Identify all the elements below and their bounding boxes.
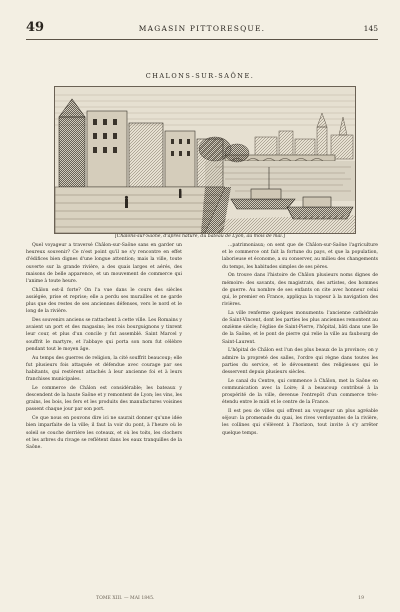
paragraph: On trouve dans l'histoire de Châlon plusieurs noms dignes de mémoire: des savants, des magistrats, des artistes, des hommes de guerre. Au nombre de ses enfants on cite avec honneur celui qui, le premier en France, appliqua la vapeur à la navigation des rivières. [222,273,378,308]
text-column-left [26,242,182,592]
paragraph: Le canal du Centre, qui commence à Châlon, met la Saône en communication avec la Loire; il a beaucoup contribué à la prospérité de la ville, devenue l'entrepôt d'un commerce très-étendu entre le midi et le centre de la France. [222,378,378,406]
paragraph: Quel voyageur a traversé Châlon-sur-Saône sans en garder un heureux souvenir? Ce n'est point qu'il ne s'y rencontre en effet d'édifices bien dignes d'une longue attention; mais la ville, toute ouverte sur la grande rivière, a des quais larges et aérés, des maisons de belle apparence, et un mouvement de commerce qui l'anime à toute heure. [26,243,182,285]
paragraph: ...patrimoniaux; on sent que de Châlon-sur-Saône l'agriculture et le commerce ont fait la fortune du pays, et que la population, laborieuse et économe, a su conserver, au milieu des changements du temps, les habitudes simples de ses pères. [222,243,378,270]
folio-number: 145 [363,24,378,33]
text-column-right [222,242,378,592]
paragraph: Des souvenirs anciens se rattachent à cette ville. Les Romains y avaient un port et des magasins; les rois bourguignons y tinrent leur cour, et plus d'un concile y fut assemblé. Saint Marcel y souffrit le martyre, et l'abbaye qui porta son nom fut célèbre pendant tout le moyen âge. [26,318,182,352]
paragraph: Au temps des guerres de religion, la cité souffrit beaucoup; elle fut plusieurs fois attaquée et défendue avec courage par ses habitants, qui restèrent attachés à leur ancienne foi et à leurs franchises municipales. [26,355,182,383]
engraving-caption: [Châlons-sur-Saône, d'après nature, du bateau de Lyon, au mois de mai.] [115,234,285,239]
page-number: 49 [26,20,45,35]
paragraph: Le commerce de Châlon est considérable; les bateaux y descendent de la haute Saône et y remontent de Lyon; les vins, les grains, les bois, les fers et les produits des manufactures voisines passent chaque jour par son port. [26,385,182,413]
paragraph: Châlon est-il forte? On l'a vue dans le cours des siècles assiégée, prise et reprise; elle a perdu ses murailles et ne garde plus que des restes de ses anciennes défenses, vers le nord et le long de la rivière. [26,287,182,315]
paragraph: L'hôpital de Châlon est l'un des plus beaux de la province; on y admire la propreté des salles, l'ordre qui règne dans toutes les parties du service, et le dévouement des religieuses qui le desservent depuis plusieurs siècles. [222,348,378,375]
paragraph: Ce que nous en pouvons dire ici ne saurait donner qu'une idée bien imparfaite de la ville; il faut la voir du pont, à l'heure où le soleil se couche derrière les coteaux, et où les toits, les clochers et les arbres du rivage se reflètent dans les eaux tranquilles de la Saône. [26,416,182,450]
engraving-chalons-view [54,86,356,234]
paragraph: Il est peu de villes qui offrent au voyageur un plus agréable séjour: la promenade du quai, les rives verdoyantes de la rivière, les collines qui s'élèvent à l'horizon, tout invite à s'y arrêter quelque temps. [222,408,378,436]
article-title: CHALONS-SUR-SAÔNE. [145,72,255,80]
volume-line: TOME XIII. — MAI 1845. [96,596,155,601]
running-title: MAGASIN PITTORESQUE. [138,24,266,33]
signature-mark: 19 [358,596,364,601]
page-header [26,19,378,40]
paragraph: La ville renferme quelques monuments: l'ancienne cathédrale de Saint-Vincent, dont les parties les plus anciennes remontent au onzième siècle; l'église de Saint-Pierre, l'hôpital, bâti dans une île de la Saône, et le pont de pierre qui relie la ville au faubourg de Saint-Laurent. [222,310,378,345]
